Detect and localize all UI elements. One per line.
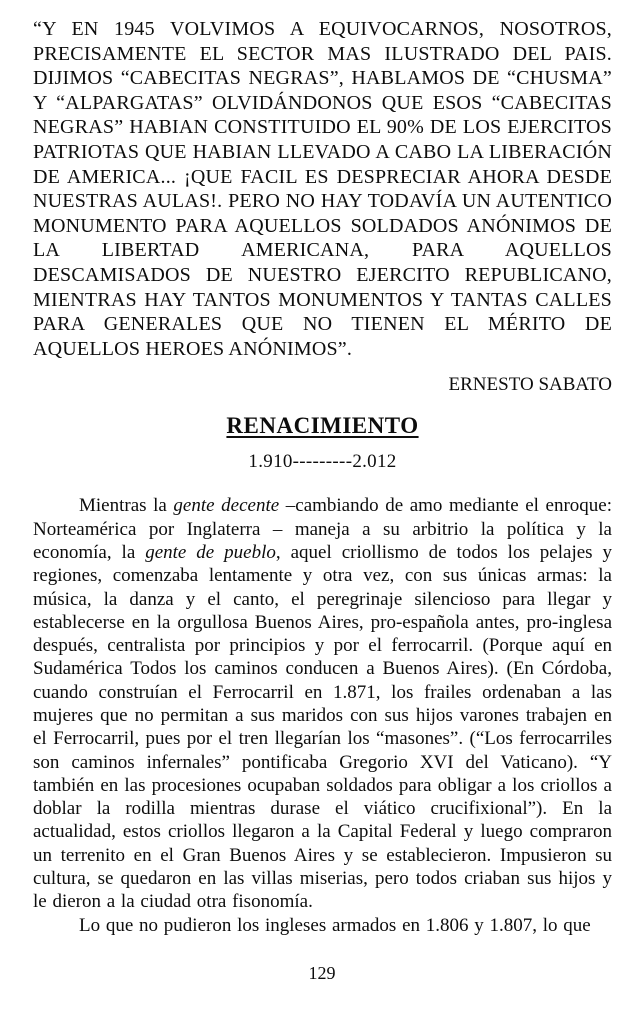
quote-attribution: ERNESTO SABATO <box>448 374 612 396</box>
page-number: 129 <box>308 963 336 983</box>
paragraph-text: , aquel criollismo de todos los pelajes y regiones, comenzaba lentamente y otra vez, con sus únicas armas: la música, la danza y el canto, el peregrinaje silencioso para llegar y establecerse en la orgullosa Buenos Aires, pro-española antes, pro-inglesa después, centralista por principios y por el ferrocarril. (Porque aquí en Sudamérica Todos los caminos conducen a Buenos Aires). (En Córdoba, cuando construían el Ferrocarril en 1.871, los frailes ordenaban a las mujeres que no permitan a sus maridos con sus hijos varones trabajen en el Ferrocarril, pues por el tren llegarían los “masones”. (“Los ferrocarriles son caminos infernales” pontificaba Gregorio XVI del Vaticano). “Y también en las procesiones ocupaban soldados para obligar a los criollos a doblar la rodilla mientras durase el viático crucifixional”). En la actualidad, estos criollos llegaron a la Capital Federal y luego compraron un terrenito en el Gran Buenos Aires y se establecieron. Impusieron su cultura, se quedaron en las villas miserias, pero todos criaban sus hijos y le dieron a la ciudad otra fisonomía. <box>33 541 612 913</box>
paragraph-text: Mientras la <box>79 495 174 517</box>
chapter-title <box>33 413 612 439</box>
body-paragraph-1 <box>33 494 612 913</box>
body-paragraph-2: Lo que no pudieron los ingleses armados en 1.806 y 1.807, lo que <box>79 914 591 936</box>
chapter-title-text: RENACIMIENTO <box>226 413 419 439</box>
epigraph-quote: “Y EN 1945 VOLVIMOS A EQUIVOCARNOS, NOSOTROS, PRECISAMENTE EL SECTOR MAS ILUSTRADO DEL PAIS. DIJIMOS “CABECITAS NEGRAS”, HABLAMOS DE “CHUSMA” Y “ALPARGATAS” OLVIDÁNDONOS QUE ESOS “CABECITAS NEGRAS” HABIAN CONSTITUIDO EL 90% DE LOS EJERCITOS PATRIOTAS QUE HABIAN LLEVADO A CABO LA LIBERACIÓN DE AMERICA... ¡QUE FACIL ES DESPRECIAR AHORA DESDE NUESTRAS AULAS!. PERO NO HAY TODAVÍA UN AUTENTICO MONUMENTO PARA AQUELLOS SOLDADOS ANÓNIMOS DE LA LIBERTAD AMERICANA, PARA AQUELLOS DESCAMISADOS DE NUESTRO EJERCITO REPUBLICANO, MIENTRAS HAY TANTOS MONUMENTOS Y TANTAS CALLES PARA GENERALES QUE NO TIENEN EL MÉRITO DE AQUELLOS HEROES ANÓNIMOS”. <box>33 18 612 360</box>
italic-phrase-gente-de-pueblo: gente de pueblo <box>145 541 276 563</box>
paragraph-text: –cambiando de amo mediante el enroque: Norteamérica por Inglaterra – maneja a su arbitrio la política y la economía, la <box>33 495 612 563</box>
chapter-date-range: 1.910---------2.012 <box>248 451 397 473</box>
italic-phrase-gente-decente: gente decente <box>173 495 280 517</box>
